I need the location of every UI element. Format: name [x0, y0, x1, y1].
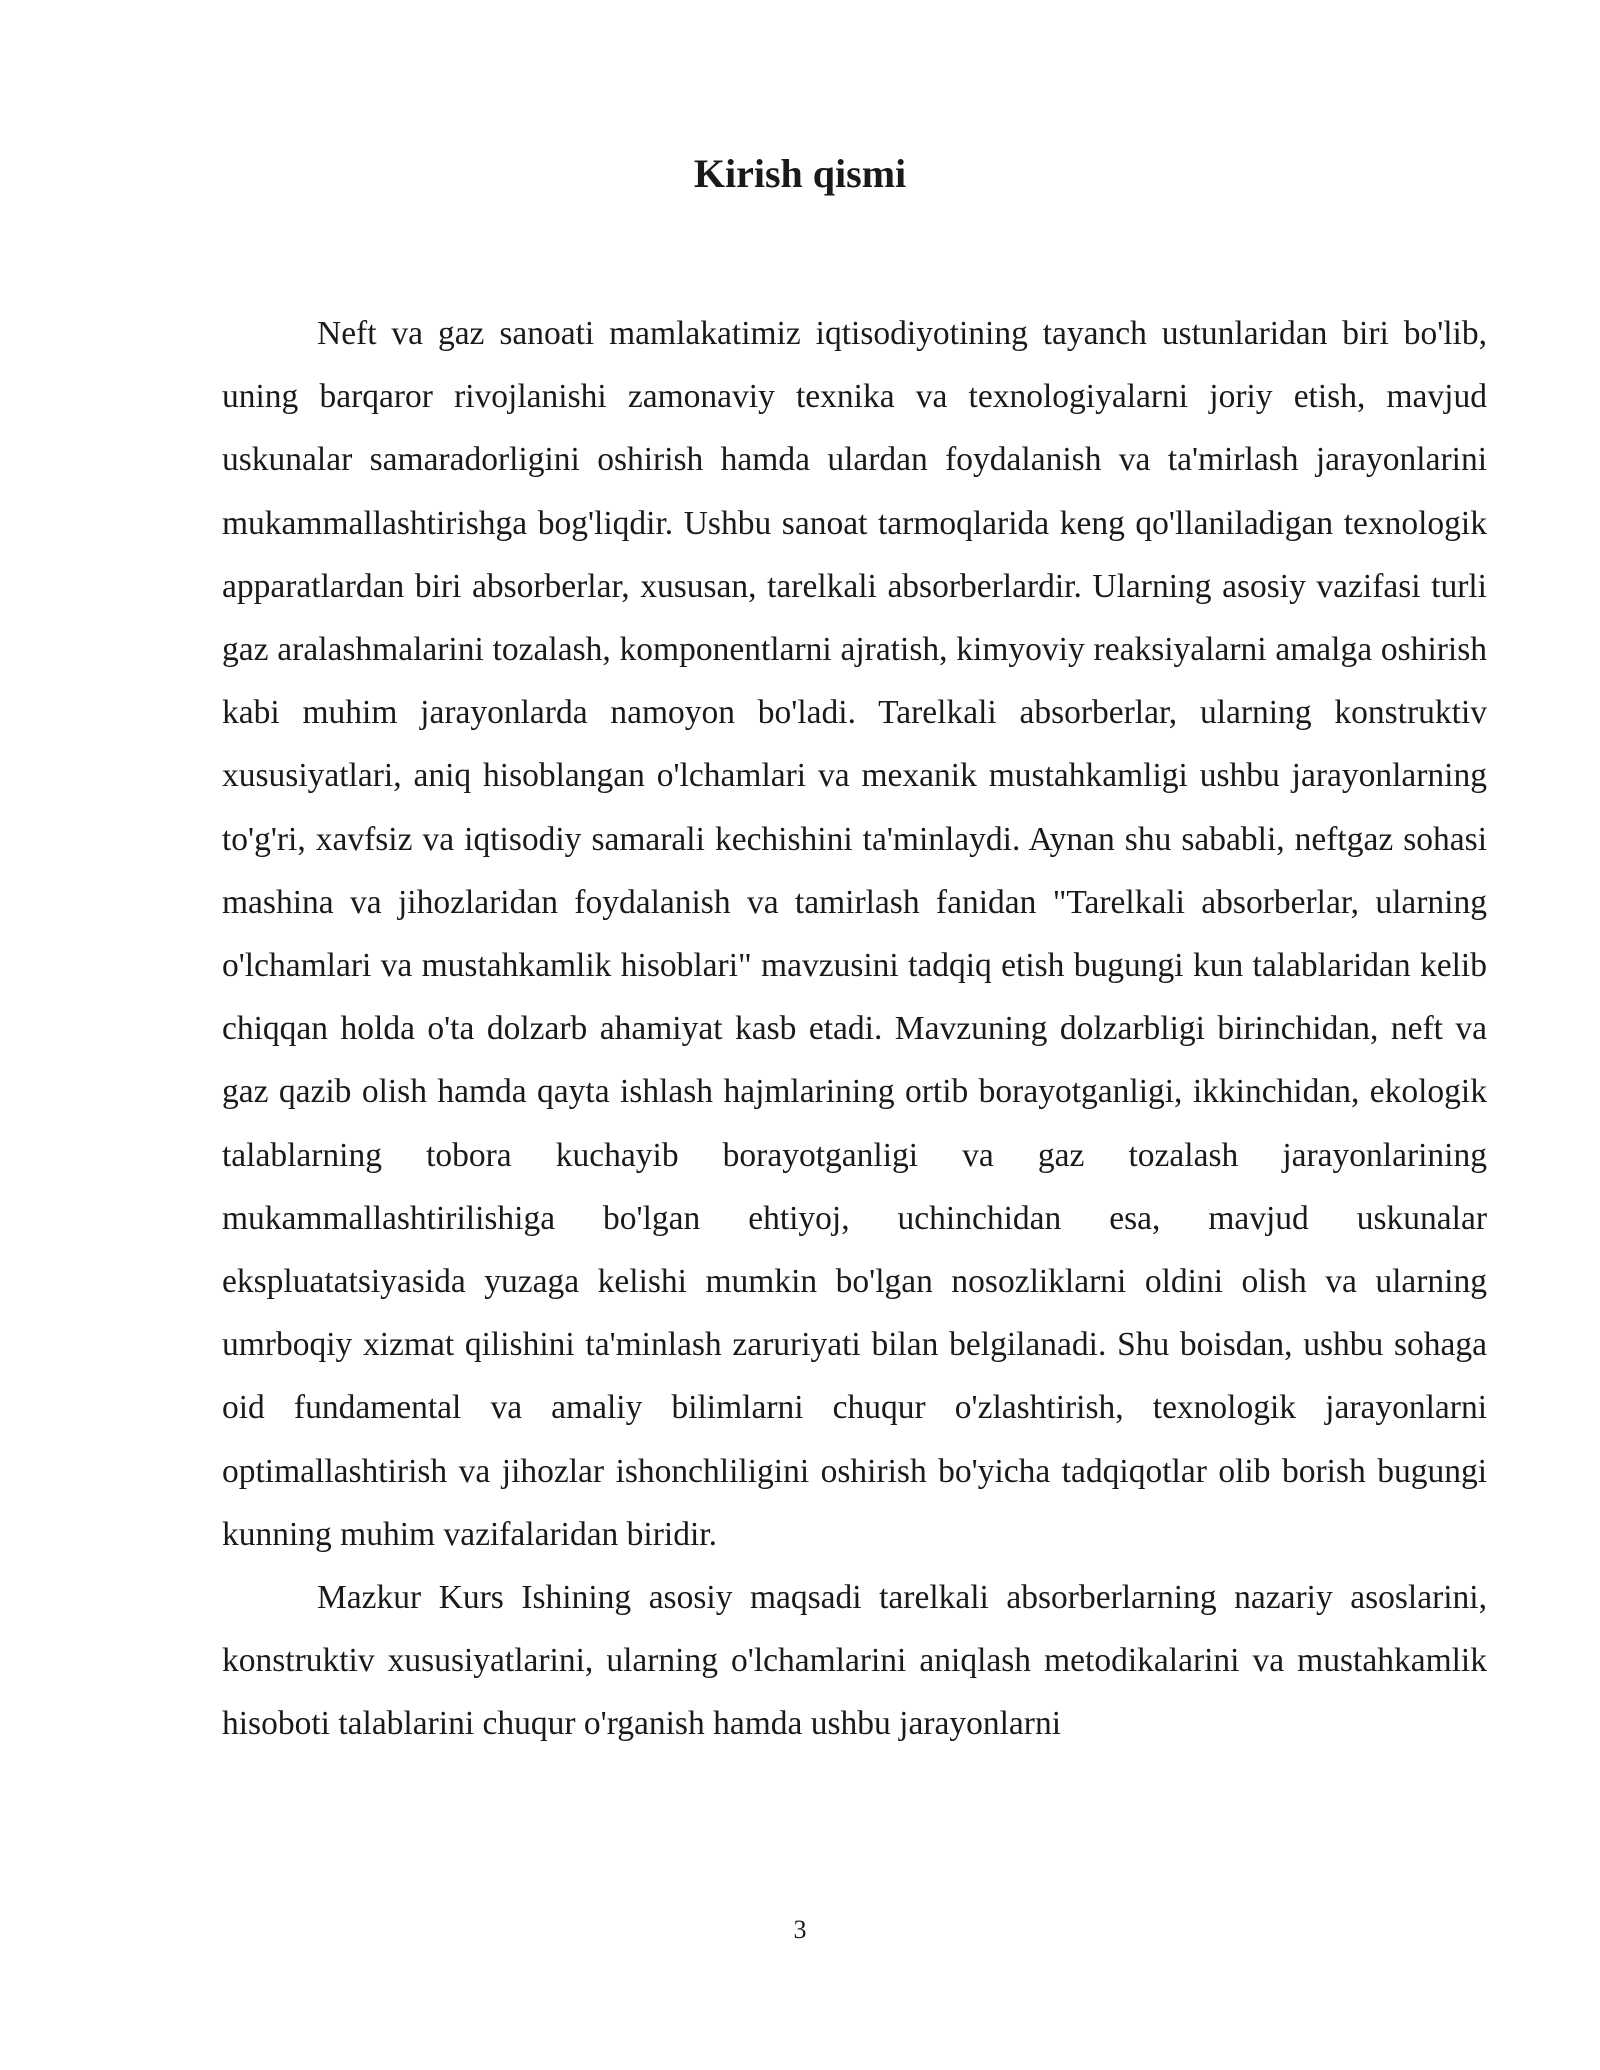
paragraph-2: Mazkur Kurs Ishining asosiy maqsadi tarelkali absorberlarning nazariy asoslarini, konstruktiv xususiyatlarini, ularning o'lchamlarini aniqlash metodikalarini va mustahkamlik hisoboti talablarini chuqur o'rganish hamda ushbu jarayonlarni [222, 1579, 1487, 1743]
page-number: 3 [793, 1915, 807, 1944]
page-title: Kirish qismi [693, 151, 907, 196]
body-text [222, 302, 1487, 1756]
paragraph-1: Neft va gaz sanoati mamlakatimiz iqtisodiyotining tayanch ustunlaridan biri bo'lib, uning barqaror rivojlanishi zamonaviy texnika va texnologiyalarni joriy etish, mavjud uskunalar samaradorligini oshirish hamda ulardan foydalanish va ta'mirlash jarayonlarini mukammallashtirishga bog'liqdir. Ushbu sanoat tarmoqlarida keng qo'llaniladigan texnologik apparatlardan biri absorberlar, xususan, tarelkali absorberlardir. Ularning asosiy vazifasi turli gaz aralashmalarini tozalash, komponentlarni ajratish, kimyoviy reaksiyalarni amalga oshirish kabi muhim jarayonlarda namoyon bo'ladi. Tarelkali absorberlar, ularning konstruktiv xususiyatlari, aniq hisoblangan o'lchamlari va mexanik mustahkamligi ushbu jarayonlarning to'g'ri, xavfsiz va iqtisodiy samarali kechishini ta'minlaydi. Aynan shu sababli, neftgaz sohasi mashina va jihozlaridan foydalanish va tamirlash fanidan "Tarelkali absorberlar, ularning o'lchamlari va mustahkamlik hisoblari" mavzusini tadqiq etish bugungi kun talablaridan kelib chiqqan holda o'ta dolzarb ahamiyat kasb etadi. Mavzuning dolzarbligi birinchidan, neft va gaz qazib olish hamda qayta ishlash hajmlarining ortib borayotganligi, ikkinchidan, ekologik talablarning tobora kuchayib borayotganligi va gaz tozalash jarayonlarining mukammallashtirilishiga bo'lgan ehtiyoj, uchinchidan esa, mavjud uskunalar ekspluatatsiyasida yuzaga kelishi mumkin bo'lgan nosozliklarni oldini olish va ularning umrboqiy xizmat qilishini ta'minlash zaruriyati bilan belgilanadi. Shu boisdan, ushbu sohaga oid fundamental va amaliy bilimlarni chuqur o'zlashtirish, texnologik jarayonlarni optimallashtirish va jihozlar ishonchliligini oshirish bo'yicha tadqiqotlar olib borish bugungi kunning muhim vazifalaridan biridir. [222, 315, 1487, 1553]
